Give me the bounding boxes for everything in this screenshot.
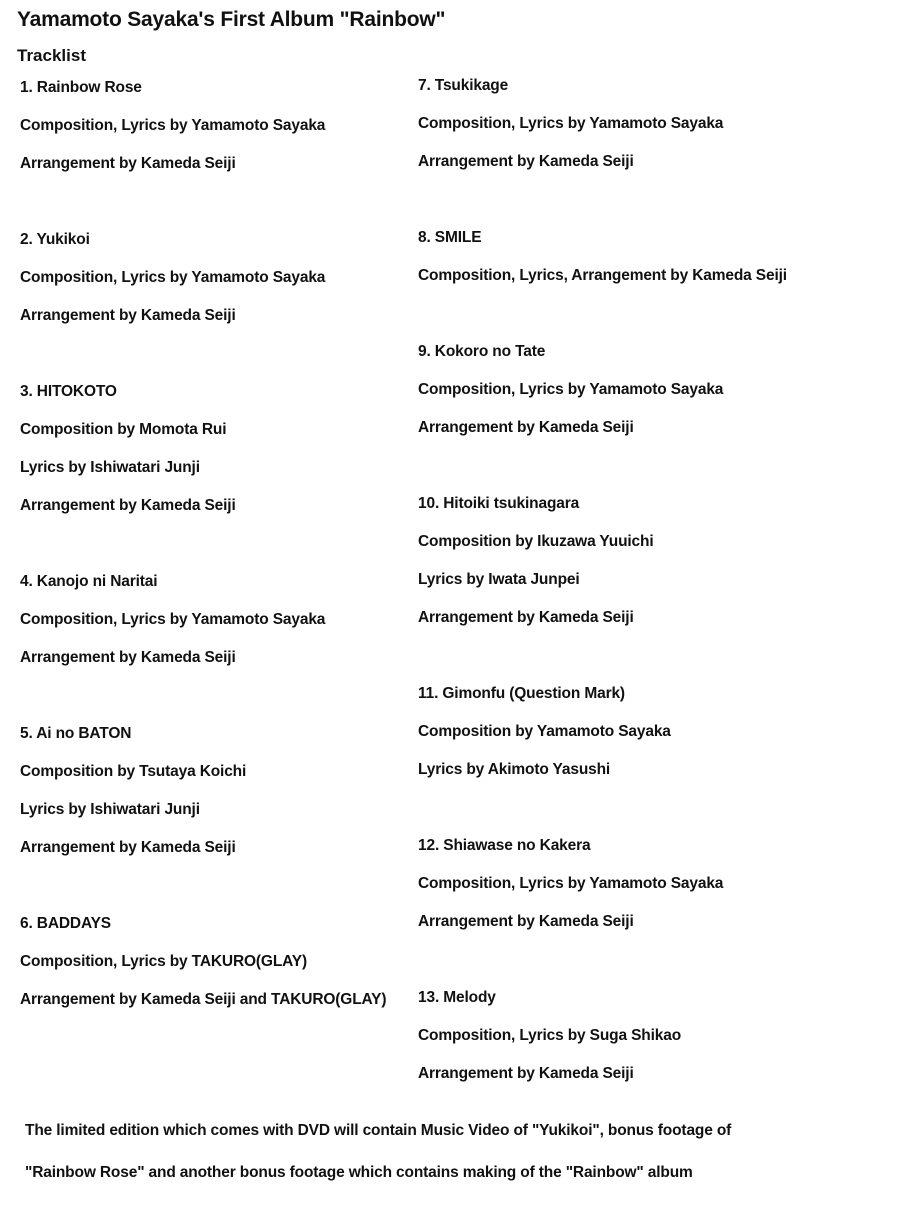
track-spacer [418, 304, 818, 342]
track-entry [20, 382, 420, 572]
track-credit: Composition, Lyrics by Yamamoto Sayaka [418, 875, 724, 892]
track-entry [418, 836, 818, 988]
track-spacer [418, 798, 818, 836]
track-credit: Lyrics by Iwata Junpei [418, 571, 580, 588]
track-spacer [418, 950, 818, 988]
track-spacer [418, 456, 818, 494]
track-spacer [20, 192, 420, 230]
track-title: 10. Hitoiki tsukinagara [418, 495, 580, 512]
track-entry [418, 684, 818, 836]
track-credit: Composition by Ikuzawa Yuuichi [418, 533, 654, 550]
track-credit: Composition by Momota Rui [20, 421, 227, 438]
tracklist-left-column [20, 78, 420, 1028]
track-credit: Composition by Yamamoto Sayaka [418, 723, 671, 740]
track-credit: Lyrics by Ishiwatari Junji [20, 459, 200, 476]
page-title: Yamamoto Sayaka's First Album "Rainbow" [17, 8, 446, 31]
tracklist-heading: Tracklist [17, 46, 86, 65]
track-spacer [20, 876, 420, 914]
limited-edition-note-line: "Rainbow Rose" and another bonus footage which contains making of the "Rainbow" album [25, 1164, 693, 1181]
track-credit: Arrangement by Kameda Seiji and TAKURO(GLAY) [20, 991, 387, 1008]
track-title: 13. Melody [418, 989, 496, 1006]
track-credit: Composition, Lyrics by Yamamoto Sayaka [20, 269, 326, 286]
track-spacer [20, 686, 420, 724]
track-credit: Lyrics by Akimoto Yasushi [418, 761, 611, 778]
track-credit: Arrangement by Kameda Seiji [418, 913, 634, 930]
track-entry [418, 76, 818, 228]
track-spacer [20, 344, 420, 382]
track-entry [20, 572, 420, 724]
track-entry [418, 342, 818, 494]
track-title: 5. Ai no BATON [20, 725, 132, 742]
track-spacer [418, 190, 818, 228]
track-entry [418, 494, 818, 684]
track-entry [20, 230, 420, 382]
track-credit: Composition, Lyrics by Yamamoto Sayaka [418, 381, 724, 398]
limited-edition-note [25, 1121, 885, 1205]
track-credit: Composition, Lyrics by Suga Shikao [418, 1027, 682, 1044]
track-title: 4. Kanojo ni Naritai [20, 573, 158, 590]
track-entry [20, 78, 420, 230]
track-credit: Composition, Lyrics, Arrangement by Kameda Seiji [418, 267, 787, 284]
track-credit: Arrangement by Kameda Seiji [418, 1065, 634, 1082]
track-credit: Arrangement by Kameda Seiji [20, 839, 236, 856]
track-credit: Composition, Lyrics by Yamamoto Sayaka [20, 611, 326, 628]
track-title: 2. Yukikoi [20, 231, 90, 248]
track-title: 7. Tsukikage [418, 77, 509, 94]
track-title: 1. Rainbow Rose [20, 79, 142, 96]
track-credit: Arrangement by Kameda Seiji [20, 497, 236, 514]
track-credit: Composition, Lyrics by Yamamoto Sayaka [418, 115, 724, 132]
track-entry [418, 228, 818, 342]
tracklist-right-column [418, 76, 818, 1102]
track-title: 6. BADDAYS [20, 915, 111, 932]
track-credit: Arrangement by Kameda Seiji [20, 155, 236, 172]
track-entry [20, 914, 420, 1028]
limited-edition-note-line: The limited edition which comes with DVD will contain Music Video of "Yukikoi", bonus footage of [25, 1122, 732, 1139]
track-credit: Arrangement by Kameda Seiji [20, 649, 236, 666]
track-title: 11. Gimonfu (Question Mark) [418, 685, 625, 702]
track-title: 9. Kokoro no Tate [418, 343, 546, 360]
track-credit: Arrangement by Kameda Seiji [418, 609, 634, 626]
track-credit: Composition, Lyrics by Yamamoto Sayaka [20, 117, 326, 134]
track-title: 12. Shiawase no Kakera [418, 837, 591, 854]
track-credit: Arrangement by Kameda Seiji [20, 307, 236, 324]
track-entry [20, 724, 420, 914]
track-spacer [418, 646, 818, 684]
track-credit: Lyrics by Ishiwatari Junji [20, 801, 200, 818]
track-credit: Arrangement by Kameda Seiji [418, 153, 634, 170]
track-credit: Composition by Tsutaya Koichi [20, 763, 247, 780]
track-title: 3. HITOKOTO [20, 383, 117, 400]
track-entry [418, 988, 818, 1102]
track-credit: Composition, Lyrics by TAKURO(GLAY) [20, 953, 307, 970]
track-credit: Arrangement by Kameda Seiji [418, 419, 634, 436]
track-title: 8. SMILE [418, 229, 482, 246]
track-spacer [20, 534, 420, 572]
